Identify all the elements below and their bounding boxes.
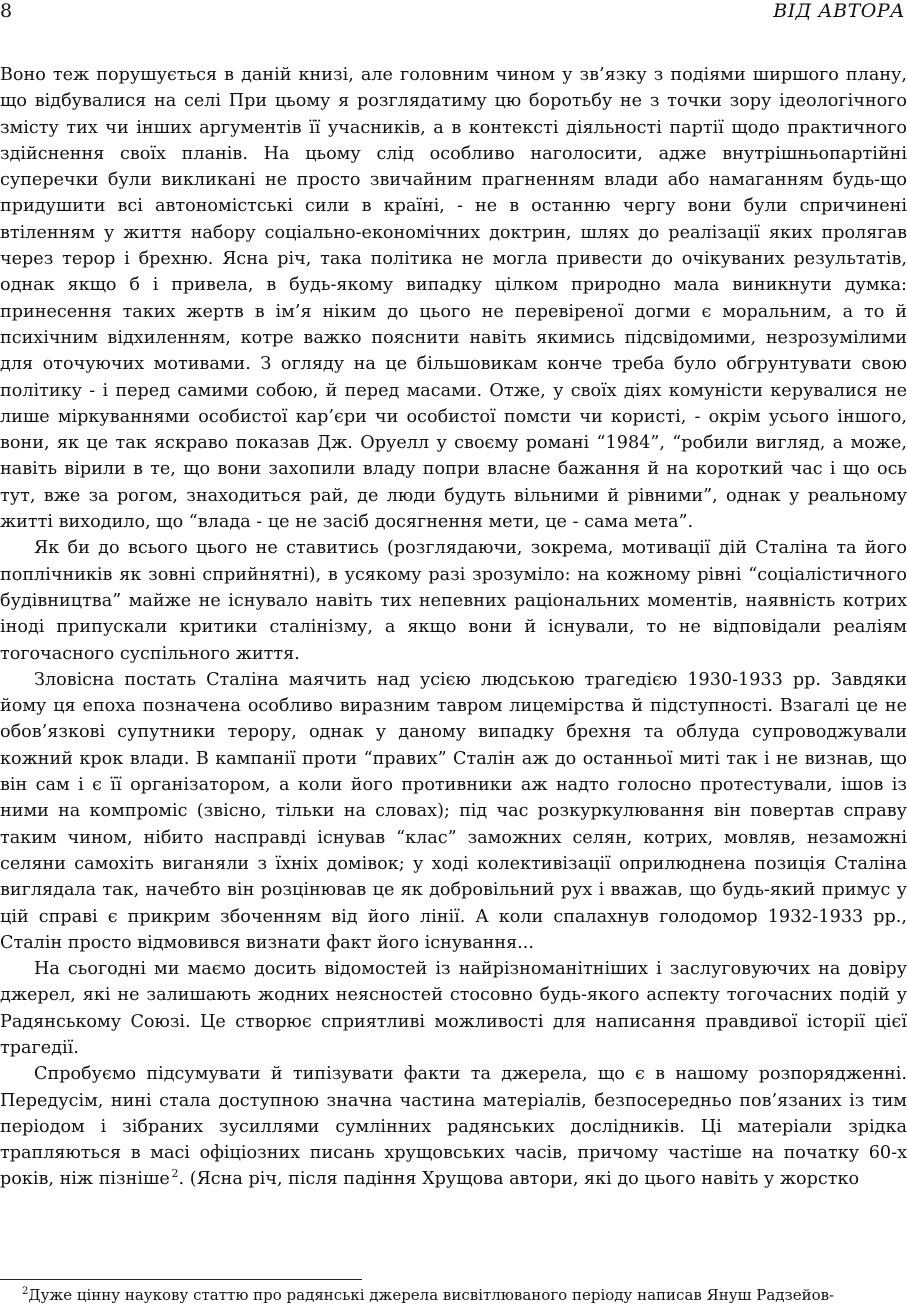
paragraph-5-continuation: . (Ясна річ, після падіння Хрущова автори, які до цього навіть у жорстко: [178, 1169, 860, 1190]
body-text: [0, 62, 907, 1193]
footnote-divider: [0, 1279, 362, 1280]
footnote-text: Дуже цінну наукову статтю про радянські джерела висвітлюваного періоду написав Януш Радзейов-: [28, 1286, 835, 1304]
paragraph-5-text: Спробуємо підсумувати й типізувати факти та джерела, що є в нашому розпорядженні. Передусім, нині стала доступною значна частина матеріалів, безпосередньо пов’язаних із тим періодом і зібраних зусиллями сумлінних радянських дослідників. Ці матеріали зрідка трапляються в масі офіціозних писань хрущовських часів, причому частіше на початку 60-х років, ніж пізніше: [0, 1064, 907, 1190]
paragraph-3: Зловісна постать Сталіна маячить над усією людською трагедією 1930-1933 рр. Завдяки йому ця епоха позначена особливо виразним тавром лицемірства й підступності. Взагалі це не обов’язкові супутники терору, однак у даному випадку брехня та облуда супроводжували кожний крок влади. В кампанії проти “правих” Сталін аж до останньої миті так і не визнав, що він сам і є її організатором, а коли його противники аж надто голосно протестували, ішов із ними на компроміс (звісно, тільки на словах); під час розкуркулювання він повертав справу таким чином, нібито насправді існував “клас” заможних селян, котрих, мовляв, незаможні селяни самохіть виганяли з їхніх домівок; у ході колективізації оприлюднена позиція Сталіна виглядала так, начебто він розцінював це як добровільний рух і вважав, що будь-який примус у цій справі є прикрим збоченням від його лінії. А коли спалахнув голодомор 1932-1933 рр., Сталін просто відмовився визнати факт його існування...: [0, 669, 907, 953]
footnote: [0, 1285, 907, 1305]
page-header: [0, 0, 907, 24]
page-number: 8: [0, 0, 13, 22]
footnote-number: 2: [22, 1286, 29, 1297]
running-head: ВІД АВТОРА: [773, 0, 905, 22]
paragraph-2: Як би до всього цього не ставитись (розглядаючи, зокрема, мотивації дій Сталіна та його поплічників як зовні сприйнятні), в усякому разі зрозуміло: на кожному рівні “соціалістичного будівництва” майже не існувало навіть тих непевних раціональних моментів, наявність котрих іноді припускали критики сталінізму, а якщо вони й існували, то не відповідали реаліям тогочасного суспільного життя.: [0, 538, 907, 664]
paragraph-4: На сьогодні ми маємо досить відомостей із найрізноманітніших і заслуговуючих на довіру джерел, які не залишають жодних неясностей стосовно будь-якого аспекту тогочасних подій у Радянському Союзі. Це створює сприятливі можливості для написання правдивої історії цієї трагедії.: [0, 959, 907, 1058]
paragraph-1: Воно теж порушується в даній книзі, але головним чином у зв’язку з подіями ширшого плану, що відбувалися на селі При цьому я розглядатиму цю боротьбу не з точки зору ідеологічного змісту тих чи інших аргументів її учасників, а в контексті діяльності партії щодо практичного здійснення своїх планів. На цьому слід особливо наголосити, адже внутрішньопартійні суперечки були викликані не просто звичайним прагненням влади або намаганням будь-що придушити всі автономістські сили в країні, - не в останню чергу вони були спричинені втіленням у життя набору соціально-економічних доктрин, шлях до реалізації яких пролягав через терор і брехню. Ясна річ, така політика не могла привести до очікуваних результатів, однак якщо б і привела, в будь-якому випадку цілком природно мала виникнути думка: принесення таких жертв в ім’я ніким до цього не перевіреної догми є моральним, а то й психічним відхиленням, котре важко пояснити навіть якимись підсвідомими, незрозумілими для оточуючих мотивами. З огляду на це більшовикам конче треба було обгрунтувати свою політику - і перед самими собою, й перед масами. Отже, у своїх діях комуністи керувалися не лише міркуваннями особистої кар’єри чи особистої помсти чи користі, - окрім усього іншого, вони, як це так яскраво показав Дж. Оруелл у своєму романі “1984”, “робили вигляд, а може, навіть вірили в те, що вони захопили владу попри власне бажання й на короткий час і що ось тут, вже за рогом, знаходиться рай, де люди будуть вільними й рівними”, однак у реальному житті виходило, що “влада - це не засіб досягнення мети, це - сама мета”.: [0, 65, 907, 533]
footnote-reference[interactable]: 2: [171, 1167, 179, 1181]
paragraph-5: [0, 1061, 907, 1192]
